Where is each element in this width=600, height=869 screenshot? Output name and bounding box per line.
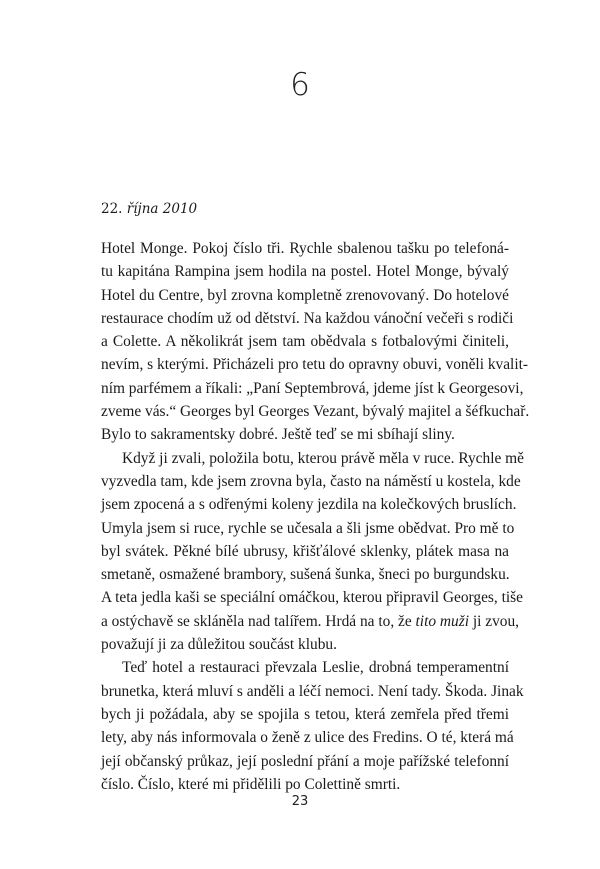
text-line: lety, aby nás informovala o ženě z ulice des Fredins. O té, která má	[101, 729, 514, 747]
text-line: Teď hotel a restauraci převzala Leslie, drobná temperamentní	[122, 659, 509, 677]
text-line: byl svátek. Pěkné bílé ubrusy, křišťálové sklenky, plátek masa na	[101, 542, 509, 560]
text-line: vyzvedla tam, kde jsem zrovna byla, často na náměstí u kostela, kde	[101, 472, 521, 490]
text-line: jsem zpocená a s odřenými koleny jezdila na kolečkových bruslích.	[101, 496, 517, 514]
paragraph	[101, 447, 524, 657]
chapter-number: 6	[290, 67, 310, 103]
text-line: Bylo to sakramentsky dobré. Ještě teď se mi sbíhají sliny.	[101, 426, 455, 444]
text-line: Hotel du Centre, byl zrovna kompletně zrenovovaný. Do hotelové	[101, 286, 509, 304]
text-line: a Colette. A několikrát jsem tam obědvala s fotbalovými činiteli,	[101, 333, 509, 351]
text-line: tu kapitána Rampina jsem hodila na postel. Hotel Monge, bývalý	[101, 263, 509, 281]
text-line: nevím, s kterými. Přicházeli pro tetu do opravny obuvi, voněli kvalit-	[101, 356, 528, 374]
text-line	[101, 610, 519, 633]
text-fragment: a ostýchavě se skláněla nad talířem. Hrdá na to, že	[101, 612, 416, 630]
text-line: považují ji za důležitou součást klubu.	[101, 636, 337, 654]
text-line: číslo. Číslo, které mi přidělili po Colettině smrti.	[101, 775, 401, 793]
text-line: smetaně, osmažené brambory, sušená šunka, šneci po burgundsku.	[101, 566, 510, 584]
text-line: Když ji zvali, položila botu, kterou právě měla v ruce. Rychle mě	[122, 449, 524, 467]
entry-date-month-year: října 2010	[122, 201, 198, 217]
entry-date	[101, 203, 197, 217]
text-line: restaurace chodím už od dětství. Na každou vánoční večeři s rodiči	[101, 309, 514, 327]
text-line: zveme vás.“ Georges byl Georges Vezant, bývalý majitel a šéfkuchař.	[101, 403, 530, 421]
text-line: Umyla jsem si ruce, rychle se učesala a šli jsme obědvat. Pro mě to	[101, 519, 515, 537]
entry-date-day: 22.	[101, 201, 123, 217]
paragraph	[101, 656, 524, 796]
text-line: ním parfémem a říkali: „Paní Septembrová, jdeme jíst k Georgesovi,	[101, 379, 524, 397]
text-fragment: ji zvou,	[468, 612, 519, 630]
text-line: brunetka, která mluví s anděli a léčí nemoci. Není tady. Škoda. Jinak	[101, 682, 524, 700]
paragraph	[101, 237, 530, 447]
text-line: Hotel Monge. Pokoj číslo tři. Rychle sbalenou tašku po telefoná-	[101, 240, 509, 257]
page-number: 23	[291, 794, 309, 809]
text-line: A teta jedla kaši se speciální omáčkou, kterou připravil Georges, tiše	[101, 589, 523, 607]
body-text	[101, 237, 530, 796]
italic-phrase: tito muži	[415, 612, 469, 630]
text-line: její občanský průkaz, její poslední přání a moje pařížské telefonní	[101, 752, 509, 770]
text-line: bych ji požádala, aby se spojila s tetou, která zemřela před třemi	[101, 705, 509, 723]
